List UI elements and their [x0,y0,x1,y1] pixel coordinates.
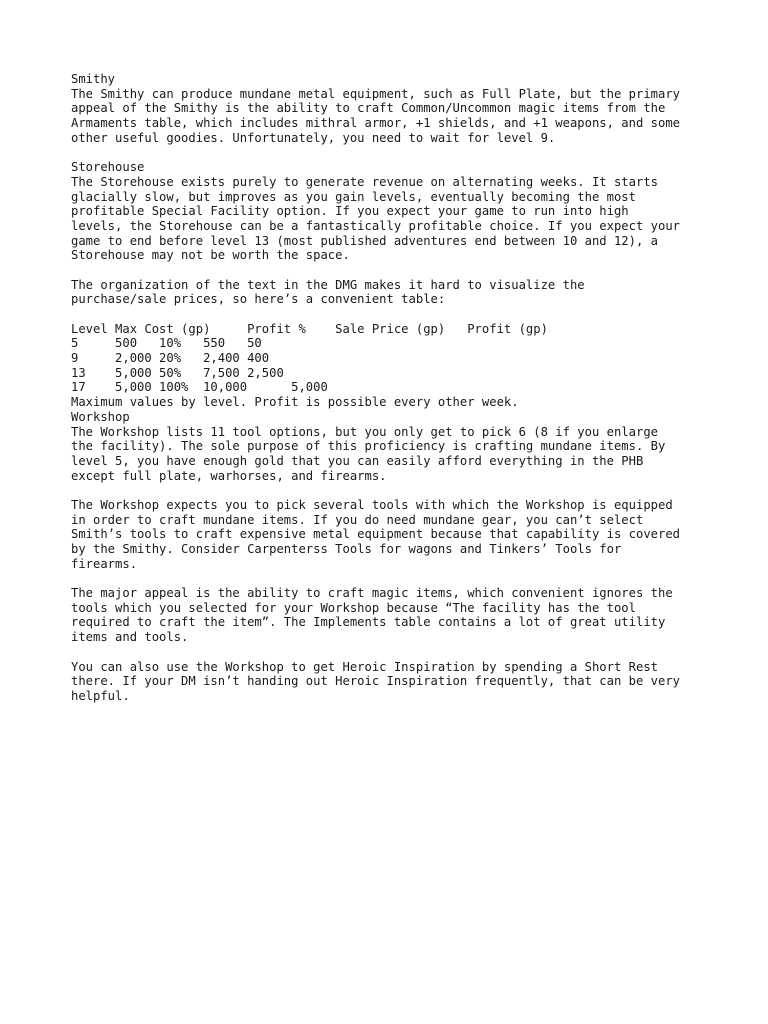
table-row: 17 5,000 100% 10,000 5,000 [71,380,328,395]
workshop-text-line: The Workshop expects you to pick several tools with which the Workshop is equipped [71,497,673,512]
paragraph-spacer [71,263,731,278]
storehouse-text-line: profitable Special Facility option. If you expect your game to run into high [71,204,629,219]
workshop-text-line: The major appeal is the ability to craft magic items, which convenient ignores the [71,586,673,601]
workshop-text-line: helpful. [71,688,130,703]
storehouse-text-line: Storehouse may not be worth the space. [71,248,350,263]
workshop-text-line: except full plate, warhorses, and firearms. [71,468,387,483]
workshop-heading: Workshop [71,409,130,424]
storehouse-text-line: glacially slow, but improves as you gain levels, eventually becoming the most [71,189,636,204]
workshop-text-line: items and tools. [71,630,189,645]
paragraph-spacer [71,645,731,660]
smithy-heading: Smithy [71,72,116,86]
table-row: 9 2,000 20% 2,400 400 [71,351,270,366]
paragraph-spacer [71,483,731,498]
storehouse-price-table [71,322,731,395]
smithy-text-line: appeal of the Smithy is the ability to craft Common/Uncommon magic items from the [71,101,666,116]
paragraph-spacer [71,145,731,160]
smithy-text-line: Armaments table, which includes mithral armor, +1 shields, and +1 weapons, and some [71,116,681,131]
storehouse-intro-line: purchase/sale prices, so here’s a convenient table: [71,292,446,307]
document-page [71,72,731,704]
storehouse-heading: Storehouse [71,160,145,175]
smithy-text-line: The Smithy can produce mundane metal equipment, such as Full Plate, but the primary [71,86,681,101]
table-note: Maximum values by level. Profit is possible every other week. [71,395,519,410]
workshop-text-line: tools which you selected for your Workshop because “The facility has the tool [71,600,636,615]
workshop-text-line: level 5, you have enough gold that you can easily afford everything in the PHB [71,453,644,468]
workshop-text-line: by the Smithy. Consider Carpenterss Tools for wagons and Tinkers’ Tools for [71,542,622,556]
table-row: 5 500 10% 550 50 [71,336,262,351]
workshop-text-line: You can also use the Workshop to get Heroic Inspiration by spending a Short Rest [71,659,658,674]
workshop-text-line: there. If your DM isn’t handing out Heroic Inspiration frequently, that can be very [71,674,681,689]
workshop-text-line: the facility). The sole purpose of this proficiency is crafting mundane items. By [71,439,666,454]
workshop-text-line: required to craft the item”. The Implements table contains a lot of great utility [71,615,666,630]
table-header-row: Level Max Cost (gp) Profit % Sale Price (gp) Profit (gp) [71,321,548,336]
paragraph-spacer [71,571,731,586]
storehouse-text-line: The Storehouse exists purely to generate revenue on alternating weeks. It starts [71,174,658,189]
paragraph-spacer [71,307,731,322]
table-row: 13 5,000 50% 7,500 2,500 [71,365,284,380]
storehouse-text-line: game to end before level 13 (most published adventures end between 10 and 12), a [71,233,658,248]
workshop-text-line: firearms. [71,556,138,571]
workshop-text-line: in order to craft mundane items. If you do need mundane gear, you can’t select [71,512,644,527]
workshop-text-line: Smith’s tools to craft expensive metal equipment because that capability is covered [71,527,681,542]
smithy-text-line: other useful goodies. Unfortunately, you need to wait for level 9. [71,130,556,145]
workshop-text-line: The Workshop lists 11 tool options, but you only get to pick 6 (8 if you enlarge [71,424,658,439]
storehouse-intro-line: The organization of the text in the DMG makes it hard to visualize the [71,277,585,292]
storehouse-text-line: levels, the Storehouse can be a fantastically profitable choice. If you expect your [71,218,681,233]
